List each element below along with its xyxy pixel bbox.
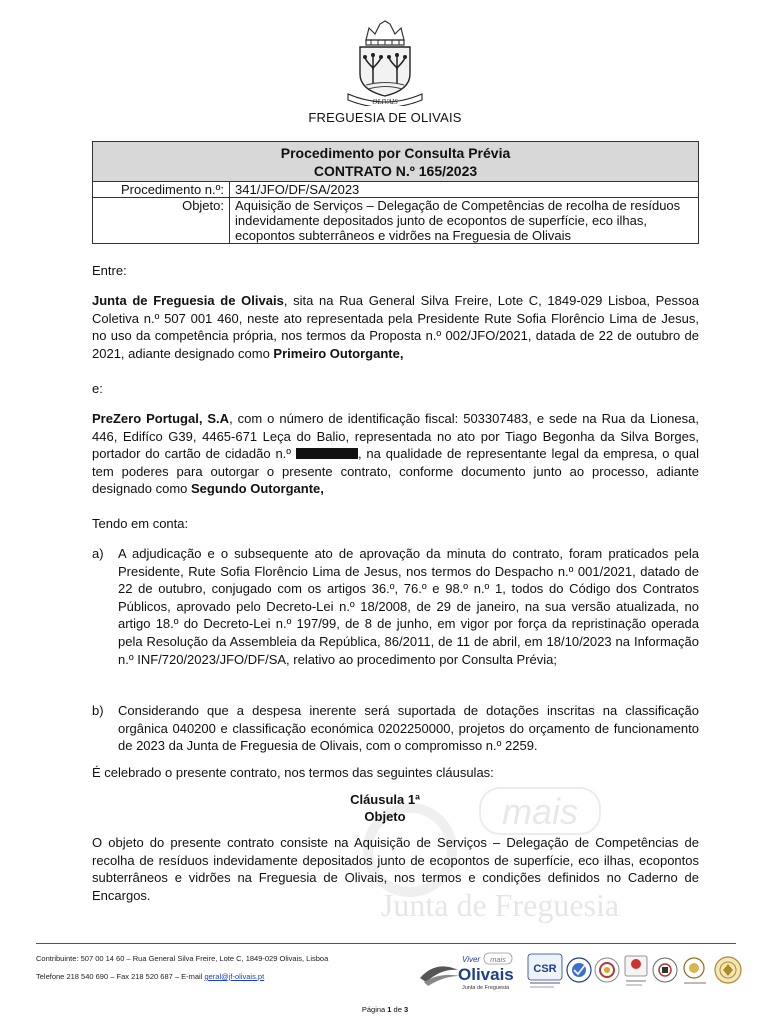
- second-party-text-before: , com o número de identificação fiscal: 503307483, e sede na Rua da Lionesa, 446, Edifíco G39, 4465-671 Leça do Balio, representada no ato por Tiago Begonha da Silva Borges, portador do cartão de cidadão n.º: [92, 411, 699, 462]
- contract-header-table: [92, 141, 699, 244]
- page-number: [0, 1005, 770, 1014]
- clause-number: Cláusula 1ª: [350, 792, 420, 807]
- quality-seal-icon: [595, 958, 619, 982]
- partner-badge-icon: [625, 956, 647, 986]
- list-marker-a: a): [92, 546, 104, 561]
- footer-address: Contribuinte: 507 00 14 60 – Rua General Silva Freire, Lote C, 1849-029 Olivais, Lisboa: [36, 954, 329, 963]
- page-prefix: Página: [361, 1005, 388, 1014]
- procedure-number-label: Procedimento n.º:: [93, 182, 230, 198]
- logo-olivais-text: Olivais: [458, 965, 514, 984]
- list-marker-b: b): [92, 703, 104, 718]
- second-party-text-after: , na qualidade de representante legal da empresa, o qual tem poderes para outorgar o presente contrato, conforme documento junto ao processo, adiante designado como: [92, 446, 699, 497]
- object-value: Aquisição de Serviços – Delegação de Competências de recolha de resíduos indevidamente depositados junto de ecopontos de superfície, eco ilhas, ecopontos subterrâneos e vidrões na Freguesia de Olivais: [230, 198, 699, 244]
- tendo-em-conta-label: Tendo em conta:: [92, 516, 189, 531]
- contract-title-cell: [93, 142, 699, 182]
- logo-csr-text: CSR: [533, 963, 557, 975]
- clause-paragraph: O objeto do presente contrato consiste na Aquisição de Serviços – Delegação de Competências de recolha de resíduos indevidamente depositados junto de ecopontos de superfície, eco ilhas, ecopontos subterrâneos e vidrões na Freguesia de Olivais, nos termos e condições definidos no Caderno de Encargos.: [92, 835, 699, 903]
- certification-seal-icon: [567, 958, 591, 982]
- freguesia-crest-icon: [338, 18, 432, 106]
- logo-viver-text: Viver: [462, 955, 481, 964]
- celebrado-paragraph: É celebrado o presente contrato, nos termos das seguintes cláusulas:: [92, 765, 494, 780]
- list-item: [92, 545, 699, 668]
- crest-banner-text: OLIVAIS: [372, 98, 398, 106]
- footer-contacts: [36, 972, 264, 981]
- first-party-paragraph: [92, 292, 699, 362]
- footer-phone-fax: Telefone 218 540 690 – Fax 218 520 687 – E-mail: [36, 972, 205, 981]
- second-party-designation: Segundo Outorgante,: [191, 481, 324, 497]
- page-of: de: [391, 1005, 404, 1014]
- second-party-paragraph: [92, 410, 699, 498]
- first-party-designation: Primeiro Outorgante,: [273, 345, 404, 361]
- viver-olivais-logo-icon: [420, 953, 514, 991]
- footer-divider: [36, 943, 736, 944]
- list-item-a-text: A adjudicação e o subsequente ato de aprovação da minuta do contrato, foram praticados pela Presidente, Rute Sofia Florêncio Lima de Jesus, nos termos do Despacho n.º 001/2021, datado de 22 de outubro, conjugado com os artigos 36.º, 76.º e 98.º n.º 1, todos do Código dos Contratos Públicos, aprovado pelo Decreto-Lei n.º 18/2008, de 29 de janeiro, na sua versão atualizada, no artigo 18.º do Decreto-Lei n.º 197/99, de 8 de junho, em vigor por força da repristinação operada pela Resolução da Assembleia da República, 86/2011, de 11 de abril, em 18/10/2023 na Informação n.º INF/720/2023/JFO/DF/SA, relativo ao procedimento por Consulta Prévia;: [118, 546, 699, 667]
- contract-number: CONTRATO N.º 165/2023: [313, 163, 478, 179]
- e-label: e:: [92, 381, 103, 396]
- organization-name: FREGUESIA DE OLIVAIS: [308, 110, 462, 125]
- logo-mais-text: mais: [490, 955, 506, 964]
- object-label: Objeto:: [93, 198, 230, 244]
- gold-seal-icon: [715, 957, 741, 983]
- csr-certification-icon: [528, 954, 562, 988]
- list-item: [92, 702, 699, 755]
- footer-logos-strip: [418, 948, 743, 992]
- first-party-text: , sita na Rua General Silva Freire, Lote C, 1849-029 Lisboa, Pessoa Coletiva n.º 507 001 460, neste ato representada pela Presidente Rute Sofia Florêncio Lima de Jesus, no uso da competência própria, nos termos da Proposta n.º 002/JFO/2021, datada de 22 de outubro de 2021, adiante designado como: [92, 293, 700, 361]
- watermark-mais-text: mais: [501, 791, 579, 832]
- municipal-seal-icon: [653, 958, 677, 982]
- page-total: 3: [403, 1005, 409, 1014]
- entre-label: Entre:: [92, 263, 127, 278]
- footer-email-link[interactable]: geral@jf-olivais.pt: [204, 972, 265, 981]
- logo-sub-text: Junta de Freguesia: [462, 985, 510, 991]
- page-current: 1: [387, 1005, 392, 1014]
- redacted-id-number: [296, 448, 358, 459]
- clause-title: Objeto: [364, 809, 406, 824]
- second-party-name: PreZero Portugal, S.A: [92, 411, 230, 426]
- first-party-name: Junta de Freguesia de Olivais: [92, 293, 284, 308]
- procedure-title: Procedimento por Consulta Prévia: [280, 145, 511, 161]
- list-item-b-text: Considerando que a despesa inerente será suportada de dotações inscritas na classificação orgânica 040200 e classificação económica 0202250000, projetos do orçamento de funcionamento de 2023 da Junta de Freguesia de Olivais, com o compromisso n.º 2259.: [118, 703, 699, 754]
- award-seal-icon: [684, 958, 706, 984]
- procedure-number-value: 341/JFO/DF/SA/2023: [230, 182, 699, 198]
- watermark-junta-text: Junta de Freguesia: [380, 887, 620, 923]
